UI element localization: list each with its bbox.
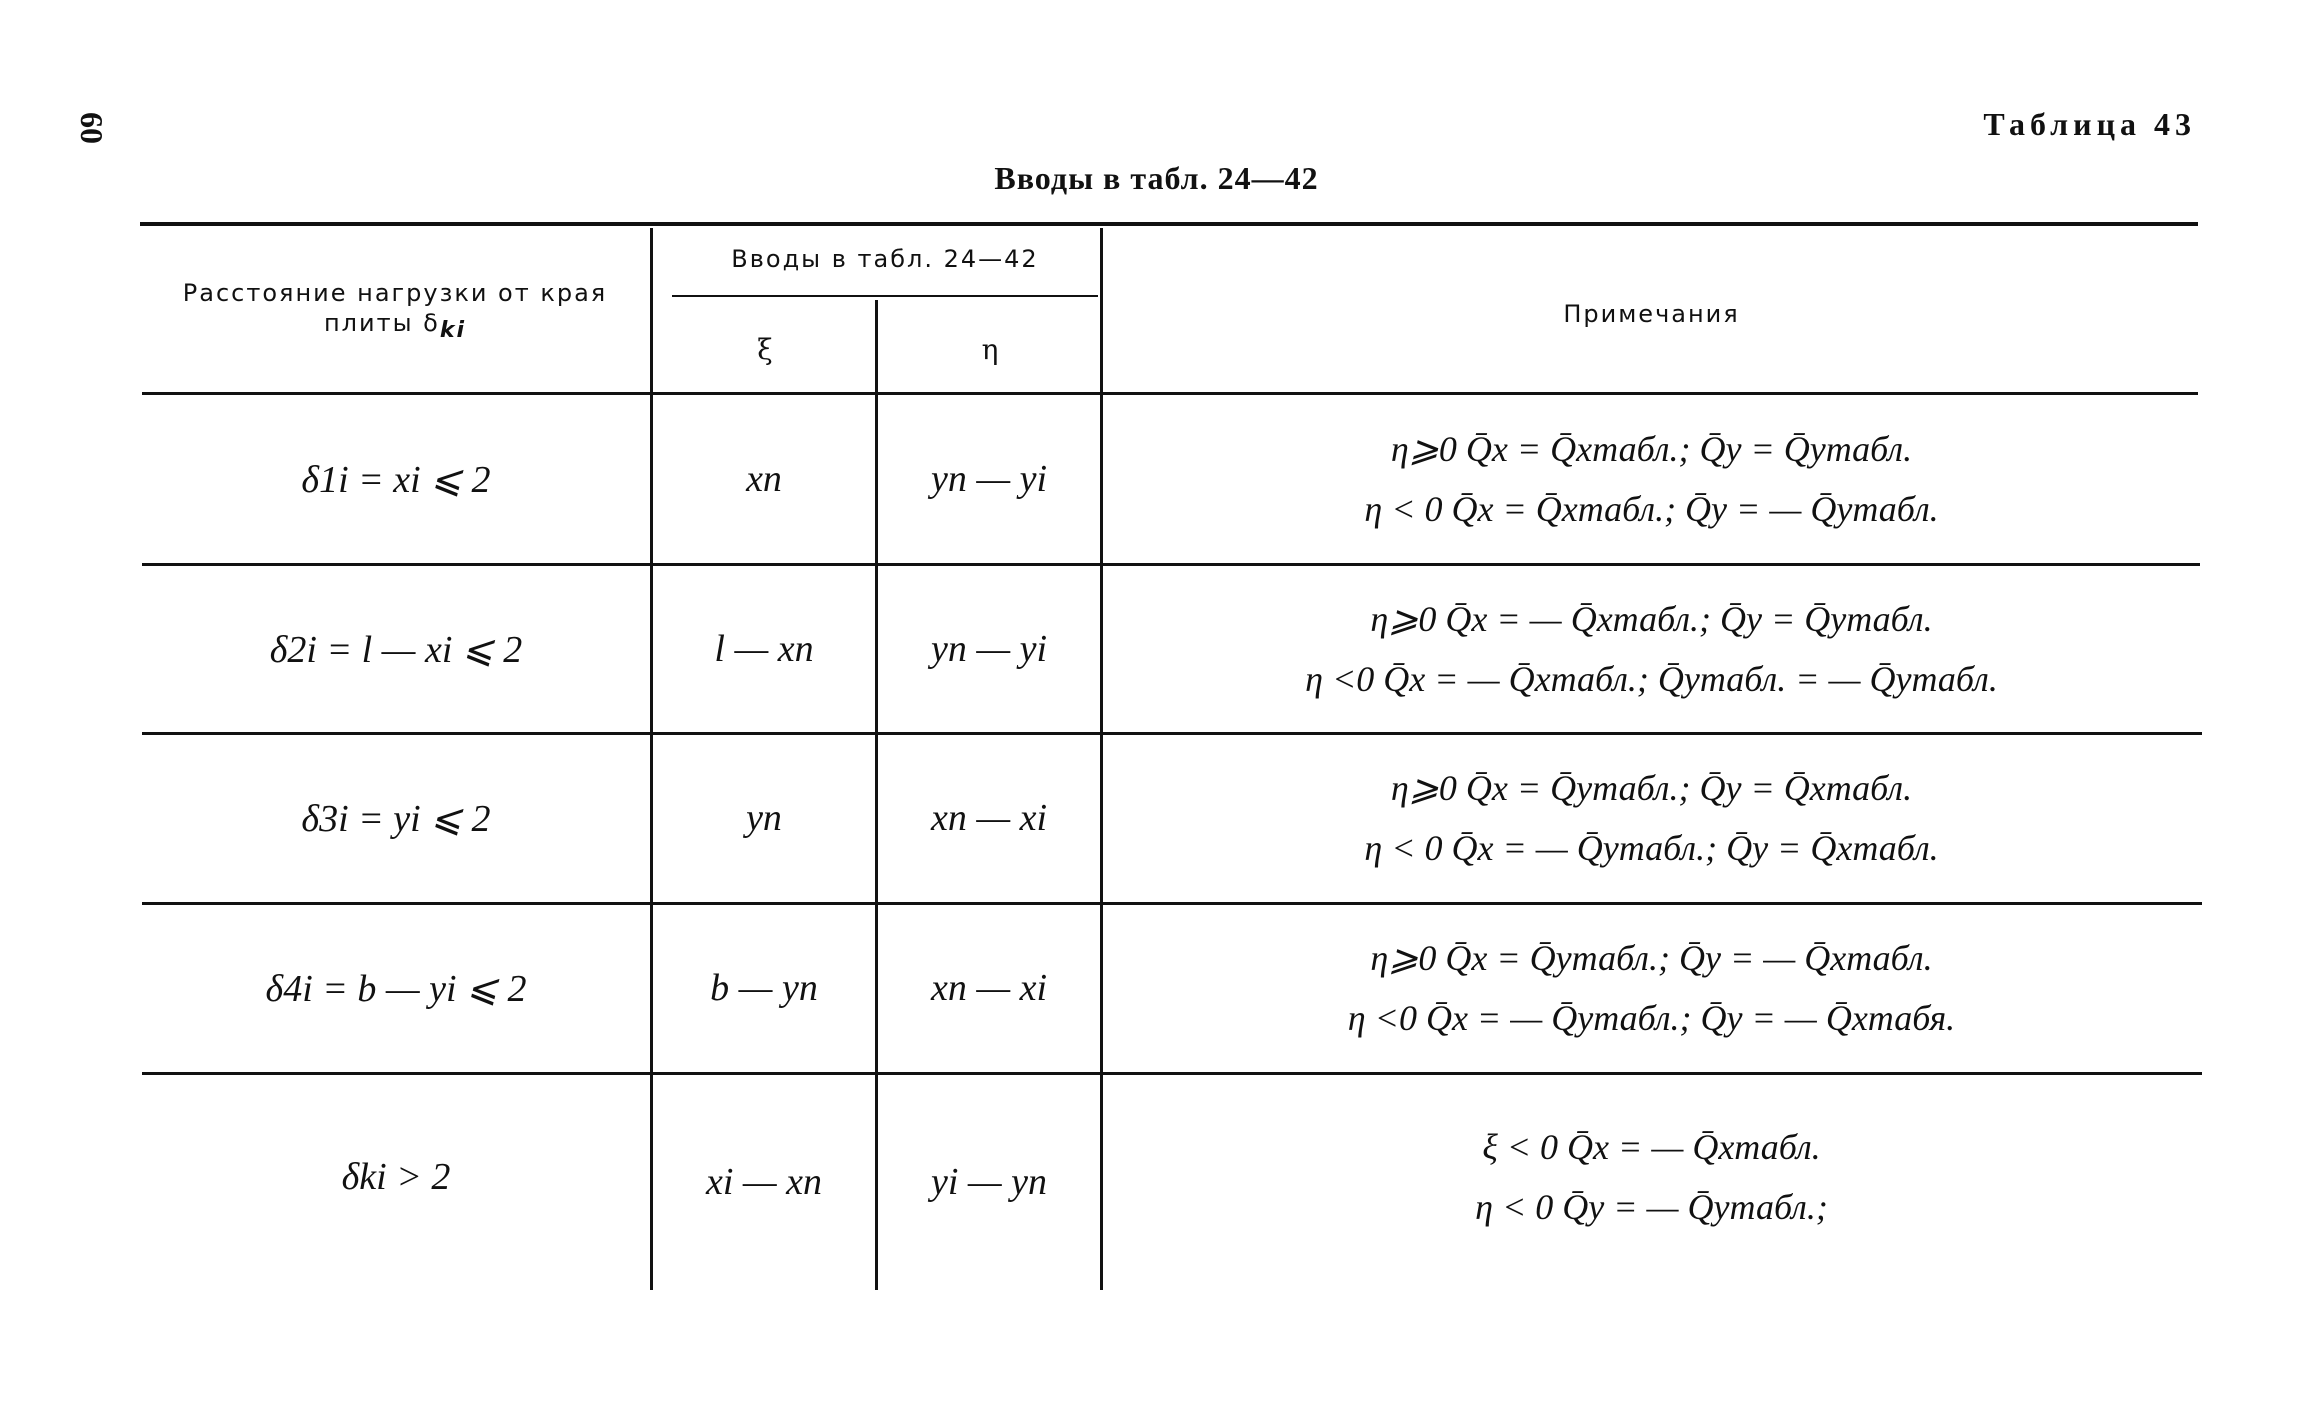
row-rule-4 xyxy=(142,1072,2202,1075)
row-2-notes xyxy=(1105,568,2198,730)
row-3-eta: xn — xi xyxy=(930,797,1048,839)
row-4-xi: b — yn xyxy=(710,967,818,1009)
row-rule-1 xyxy=(142,563,2200,566)
page-number: 60 xyxy=(74,112,110,144)
row-3-note-1: η⩾0 Q̄x = Q̄yтабл.; Q̄y = Q̄xтабл. xyxy=(1390,768,1913,808)
header-bottom-rule xyxy=(142,392,2198,395)
row-3-note-2: η < 0 Q̄x = — Q̄yтабл.; Q̄y = Q̄xтабл. xyxy=(1364,828,1939,868)
row-rule-3 xyxy=(142,902,2202,905)
table-label: Таблица 43 xyxy=(1983,106,2196,142)
row-rule-2 xyxy=(142,732,2202,735)
row-5-xi: xi — xn xyxy=(705,1161,823,1203)
header-inputs-group: Вводы в табл. 24—42 xyxy=(731,245,1039,273)
row-4-distance: δ4i = b — yi ⩽ 2 xyxy=(265,967,527,1010)
row-2-note-2: η <0 Q̄x = — Q̄xтабл.; Q̄yтабл. = — Q̄yтабл. xyxy=(1305,659,1998,699)
header-distance-label: Расстояние нагрузки от края плиты δ xyxy=(182,279,608,337)
row-1-note-1: η⩾0 Q̄x = Q̄xтабл.; Q̄y = Q̄yтабл. xyxy=(1390,429,1913,469)
row-5-notes xyxy=(1105,1077,2198,1277)
row-3-notes xyxy=(1105,737,2198,899)
col-rule-2 xyxy=(875,300,878,1290)
row-4-notes xyxy=(1105,907,2198,1069)
row-4-note-2: η <0 Q̄x = — Q̄yтабл.; Q̄y = — Q̄xтабя. xyxy=(1347,998,1956,1038)
table-title: Вводы в табл. 24—42 xyxy=(994,160,1319,196)
row-1-notes xyxy=(1105,398,2198,560)
row-1-distance: δ1i = xi ⩽ 2 xyxy=(301,458,491,501)
row-1-xi: xn xyxy=(746,458,782,500)
row-4-eta: xn — xi xyxy=(930,967,1048,1009)
row-5-distance: δki > 2 xyxy=(341,1156,451,1198)
row-1-note-2: η < 0 Q̄x = Q̄xтабл.; Q̄y = — Q̄yтабл. xyxy=(1364,489,1939,529)
row-5-note-2: η < 0 Q̄y = — Q̄yтабл.; xyxy=(1475,1187,1828,1227)
header-distance-sub: ki xyxy=(439,317,467,343)
row-3-distance: δ3i = yi ⩽ 2 xyxy=(301,797,491,840)
row-1-eta: yn — yi xyxy=(930,458,1048,500)
header-group-rule xyxy=(672,295,1098,297)
row-5-eta: yi — yn xyxy=(930,1161,1048,1203)
col-rule-3 xyxy=(1100,228,1103,1290)
header-notes: Примечания xyxy=(1563,300,1740,328)
row-2-note-1: η⩾0 Q̄x = — Q̄xтабл.; Q̄y = Q̄yтабл. xyxy=(1370,599,1933,639)
header-distance xyxy=(150,278,640,346)
row-5-note-1: ξ < 0 Q̄x = — Q̄xтабл. xyxy=(1482,1127,1821,1167)
row-4-note-1: η⩾0 Q̄x = Q̄yтабл.; Q̄y = — Q̄xтабл. xyxy=(1370,938,1933,978)
row-3-xi: yn xyxy=(746,797,782,839)
row-2-eta: yn — yi xyxy=(930,628,1048,670)
row-2-xi: l — xn xyxy=(714,628,814,670)
col-rule-1 xyxy=(650,228,653,1290)
header-eta: η xyxy=(981,333,999,366)
table-top-rule xyxy=(140,222,2198,226)
header-xi: ξ xyxy=(757,333,773,366)
row-2-distance: δ2i = l — xi ⩽ 2 xyxy=(269,628,523,671)
